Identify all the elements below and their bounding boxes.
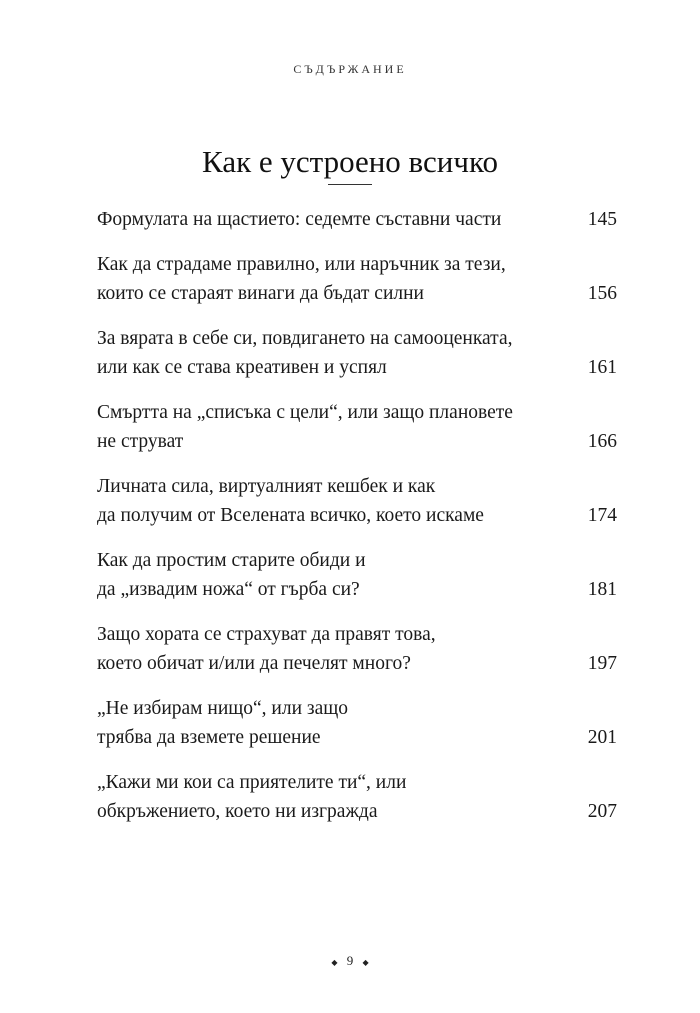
toc-entry <box>97 324 617 382</box>
toc-entry-page-number: 156 <box>587 283 617 304</box>
toc-entry-page-number: 174 <box>587 505 617 526</box>
toc-entry <box>97 694 617 752</box>
toc-entry <box>97 205 617 234</box>
toc-entry-page-number: 166 <box>587 431 617 452</box>
toc-entry-title-line: обкръжението, което ни изгражда <box>97 801 378 822</box>
toc-entry-title-line: Как да страдаме правилно, или наръчник за тези, <box>97 254 506 275</box>
toc-entry-title <box>97 620 557 678</box>
toc-entry-title <box>97 472 557 530</box>
toc-entry-title <box>97 250 557 308</box>
toc-entry-page-number: 145 <box>587 209 617 230</box>
toc-entry-title-line: да „извадим ножа“ от гърба си? <box>97 579 360 600</box>
toc-entry-title <box>97 324 557 382</box>
toc-entry-title <box>97 768 557 826</box>
ornament-right-icon: ◆ <box>362 957 369 967</box>
toc-entry <box>97 398 617 456</box>
page-number <box>0 953 700 969</box>
section-title: Как е устроено всичко <box>202 144 498 179</box>
toc-entry-page-number: 201 <box>587 727 617 748</box>
page-number-value: 9 <box>346 953 354 968</box>
ornament-left-icon: ◆ <box>331 957 338 967</box>
toc-entry-title-line: не струват <box>97 431 184 452</box>
running-head: СЪДЪРЖАНИЕ <box>293 62 407 76</box>
toc-entry-page-number: 181 <box>587 579 617 600</box>
toc-entry-title-line: Как да простим старите обиди и <box>97 550 366 571</box>
toc-entry-title-line: които се стараят винаги да бъдат силни <box>97 283 424 304</box>
toc-entry <box>97 768 617 826</box>
toc-entry-title <box>97 694 557 752</box>
toc-entry-title <box>97 205 557 234</box>
toc-entry-page-number: 207 <box>587 801 617 822</box>
toc-entry <box>97 546 617 604</box>
toc-entry <box>97 620 617 678</box>
toc-entry-title-line: „Не избирам нищо“, или защо <box>97 698 349 719</box>
toc-entry-title-line: „Кажи ми кои са приятелите ти“, или <box>97 772 407 793</box>
toc-entry-title-line: Личната сила, виртуалният кешбек и как <box>97 476 436 497</box>
toc-entry-title-line: Защо хората се страхуват да правят това, <box>97 624 436 645</box>
toc-entry-title-line: което обичат и/или да печелят много? <box>97 653 411 674</box>
toc-entry-title <box>97 398 557 456</box>
title-underline <box>328 184 372 185</box>
toc-entry <box>97 472 617 530</box>
toc-entry-title <box>97 546 557 604</box>
toc-entry-title-line: или как се става креативен и успял <box>97 357 387 378</box>
toc-entry-title-line: да получим от Вселената всичко, което искаме <box>97 505 484 526</box>
toc-entry <box>97 250 617 308</box>
toc-entry-title-line: За вярата в себе си, повдигането на самооценката, <box>97 328 513 349</box>
toc-entry-page-number: 197 <box>587 653 617 674</box>
toc-entry-page-number: 161 <box>587 357 617 378</box>
toc-entry-title-line: Формулата на щастието: седемте съставни части <box>97 209 502 230</box>
table-of-contents <box>97 205 617 842</box>
toc-entry-title-line: трябва да вземете решение <box>97 727 321 748</box>
toc-entry-title-line: Смъртта на „списъка с цели“, или защо плановете <box>97 402 513 423</box>
